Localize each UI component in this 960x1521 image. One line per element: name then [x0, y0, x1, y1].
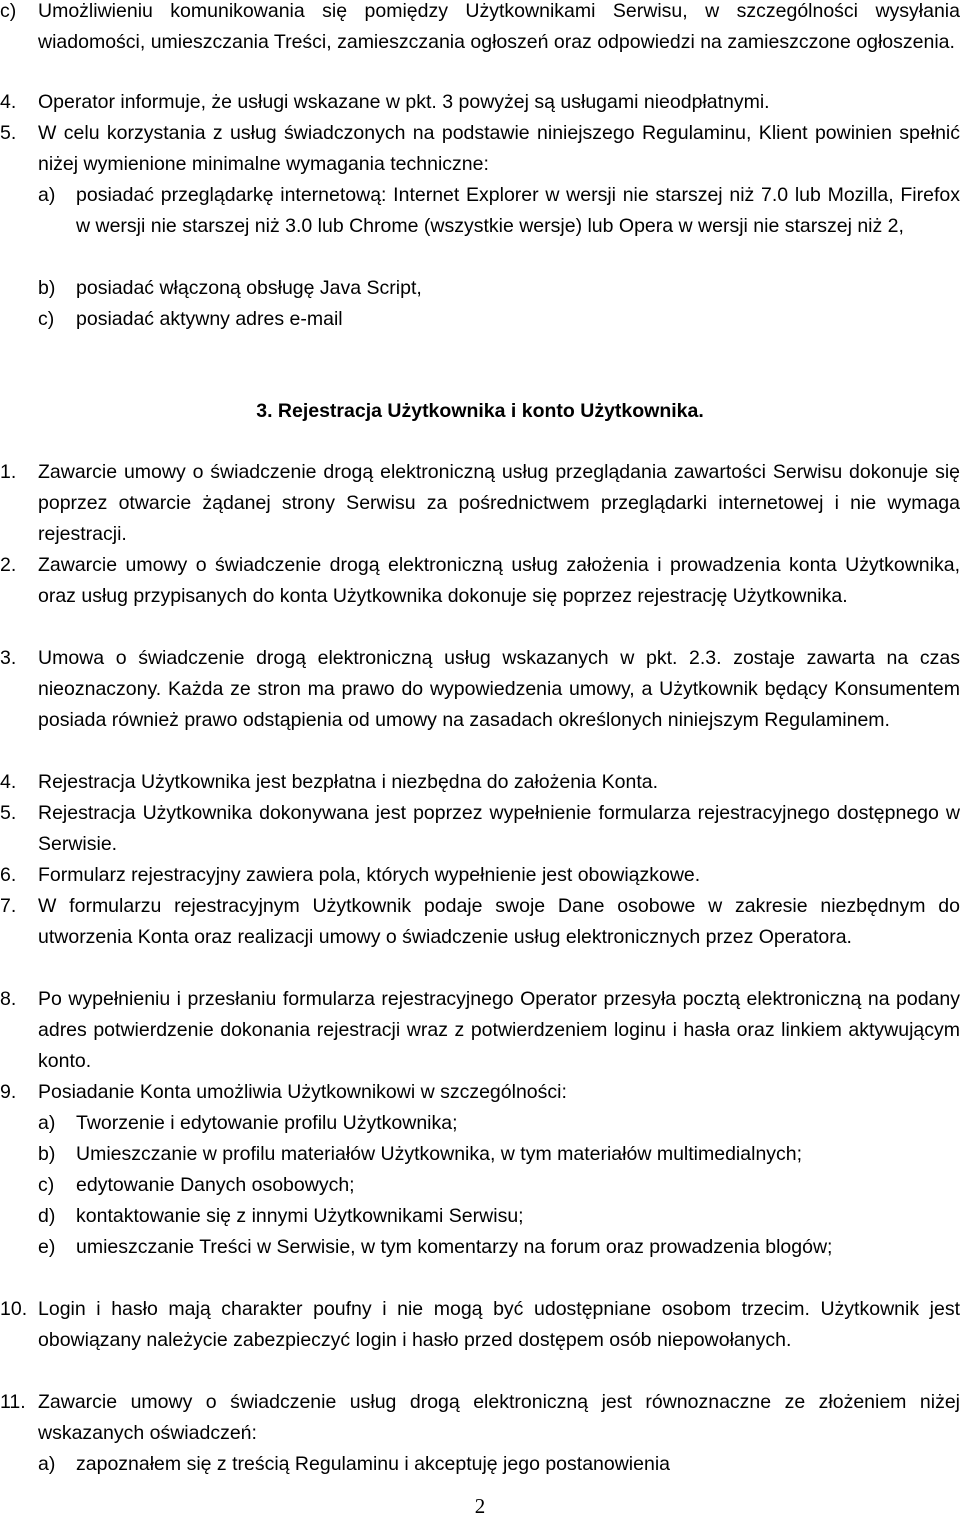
- list-item-text: Zawarcie umowy o świadczenie drogą elektroniczną usług założenia i prowadzenia konta Użytkownika, oraz usług przypisanych do konta Użytkownika dokonuje się poprzez rejestrację Użytkownika.: [38, 554, 960, 607]
- list-number: 4.: [0, 771, 17, 793]
- section-heading: 3. Rejestracja Użytkownika i konto Użytkownika.: [256, 400, 704, 422]
- list-item-text: posiadać przeglądarkę internetową: Internet Explorer w wersji nie starszej niż 7.0 lub Mozilla, Firefox w wersji nie starszej niż 3.0 lub Chrome (wszystkie wersje) lub Opera w wersji nie starszej niż 2,: [76, 184, 960, 237]
- section-item-7: [0, 891, 960, 953]
- list-item-text: W formularzu rejestracyjnym Użytkownik podaje swoje Dane osobowe w zakresie niezbędnym do utworzenia Konta oraz realizacji umowy o świadczenie usług elektronicznych przez Operatora.: [38, 895, 960, 948]
- intro-sub-b: [38, 273, 960, 304]
- list-item-text: edytowanie Danych osobowych;: [76, 1174, 355, 1196]
- list-marker: b): [38, 277, 56, 299]
- list-item-text: Umowa o świadczenie drogą elektroniczną usług wskazanych w pkt. 2.3. zostaje zawarta na czas nieoznaczony. Każda ze stron ma prawo do wypowiedzenia umowy, a Użytkownik będący Konsumentem posiada również prawo odstąpienia od umowy na zasadach określonych niniejszym Regulaminem.: [38, 647, 960, 731]
- section-item-9: [0, 1077, 960, 1108]
- list-item-text: W celu korzystania z usług świadczonych na podstawie niniejszego Regulaminu, Klient powinien spełnić niżej wymienione minimalne wymagania techniczne:: [38, 122, 960, 175]
- list-number: 5.: [0, 802, 17, 824]
- section-item-8: [0, 984, 960, 1077]
- list-number: 7.: [0, 895, 17, 917]
- list-marker: a): [38, 1453, 56, 1475]
- section-item-11: [0, 1387, 960, 1449]
- page-number: 2: [474, 1494, 486, 1518]
- list-marker: c): [38, 1174, 55, 1196]
- intro-sub-c: [38, 304, 960, 335]
- list-marker: a): [38, 1112, 56, 1134]
- list-item-text: Zawarcie umowy o świadczenie usług drogą elektroniczną jest równoznaczne ze złożeniem niżej wskazanych oświadczeń:: [38, 1391, 960, 1444]
- item9-sub-c: [38, 1170, 960, 1201]
- list-item-text: Zawarcie umowy o świadczenie drogą elektroniczną usług przeglądania zawartości Serwisu dokonuje się poprzez otwarcie żądanej strony Serwisu za pośrednictwem przeglądarki internetowej i nie wymaga rejestracji.: [38, 461, 960, 545]
- list-item-text: zapoznałem się z treścią Regulaminu i akceptuję jego postanowienia: [76, 1453, 671, 1475]
- list-item-text: Rejestracja Użytkownika dokonywana jest poprzez wypełnienie formularza rejestracyjnego dostępnego w Serwisie.: [38, 802, 960, 855]
- list-item-text: Posiadanie Konta umożliwia Użytkownikowi w szczególności:: [38, 1081, 567, 1103]
- section-item-5: [0, 798, 960, 860]
- item11-sub-a: [38, 1449, 960, 1480]
- list-item-text: Operator informuje, że usługi wskazane w pkt. 3 powyżej są usługami nieodpłatnymi.: [38, 91, 770, 113]
- list-item-text: Tworzenie i edytowanie profilu Użytkownika;: [76, 1112, 458, 1134]
- item9-sub-a: [38, 1108, 960, 1139]
- item9-sub-b: [38, 1139, 960, 1170]
- intro-sub-a: [38, 180, 960, 242]
- list-item-text: Po wypełnieniu i przesłaniu formularza rejestracyjnego Operator przesyła pocztą elektroniczną na podany adres potwierdzenie dokonania rejestracji wraz z potwierdzeniem loginu i hasła oraz linkiem aktywującym konto.: [38, 988, 960, 1072]
- section-item-4: [0, 767, 960, 798]
- item9-sub-d: [38, 1201, 960, 1232]
- list-number: 3.: [0, 647, 17, 669]
- intro-item-4: [0, 87, 960, 118]
- list-item-text: Umieszczanie w profilu materiałów Użytkownika, w tym materiałów multimedialnych;: [76, 1143, 803, 1165]
- list-number: 2.: [0, 554, 17, 576]
- list-marker: a): [38, 184, 56, 206]
- list-item-text: Rejestracja Użytkownika jest bezpłatna i niezbędna do założenia Konta.: [38, 771, 659, 793]
- list-item-text: Umożliwieniu komunikowania się pomiędzy Użytkownikami Serwisu, w szczególności wysyłania wiadomości, umieszczania Treści, zamieszczania ogłoszeń oraz odpowiedzi na zamieszczone ogłoszenia.: [38, 0, 960, 53]
- list-number: 9.: [0, 1081, 17, 1103]
- list-item-text: posiadać włączoną obsługę Java Script,: [76, 277, 422, 299]
- section-item-3: [0, 643, 960, 736]
- list-marker: c): [38, 308, 55, 330]
- list-marker: c): [0, 0, 17, 22]
- intro-item-c: [0, 0, 960, 58]
- list-marker: d): [38, 1205, 56, 1227]
- list-marker: e): [38, 1236, 56, 1258]
- list-item-text: posiadać aktywny adres e-mail: [76, 308, 343, 330]
- list-number: 8.: [0, 988, 17, 1010]
- intro-item-5: [0, 118, 960, 180]
- list-marker: b): [38, 1143, 56, 1165]
- list-number: 4.: [0, 91, 17, 113]
- list-item-text: Formularz rejestracyjny zawiera pola, których wypełnienie jest obowiązkowe.: [38, 864, 701, 886]
- section-item-10: [0, 1294, 960, 1356]
- list-number: 11.: [0, 1391, 26, 1413]
- list-number: 5.: [0, 122, 17, 144]
- section-item-6: [0, 860, 960, 891]
- list-number: 6.: [0, 864, 17, 886]
- list-item-text: umieszczanie Treści w Serwisie, w tym komentarzy na forum oraz prowadzenia blogów;: [76, 1236, 833, 1258]
- list-item-text: Login i hasło mają charakter poufny i nie mogą być udostępniane osobom trzecim. Użytkownik jest obowiązany należycie zabezpieczyć login i hasło przed dostępem osób niepowołanych.: [38, 1298, 960, 1351]
- item9-sub-e: [38, 1232, 960, 1263]
- section-item-1: [0, 457, 960, 550]
- section-item-2: [0, 550, 960, 612]
- list-number: 10.: [0, 1298, 28, 1320]
- list-number: 1.: [0, 461, 17, 483]
- list-item-text: kontaktowanie się z innymi Użytkownikami Serwisu;: [76, 1205, 524, 1227]
